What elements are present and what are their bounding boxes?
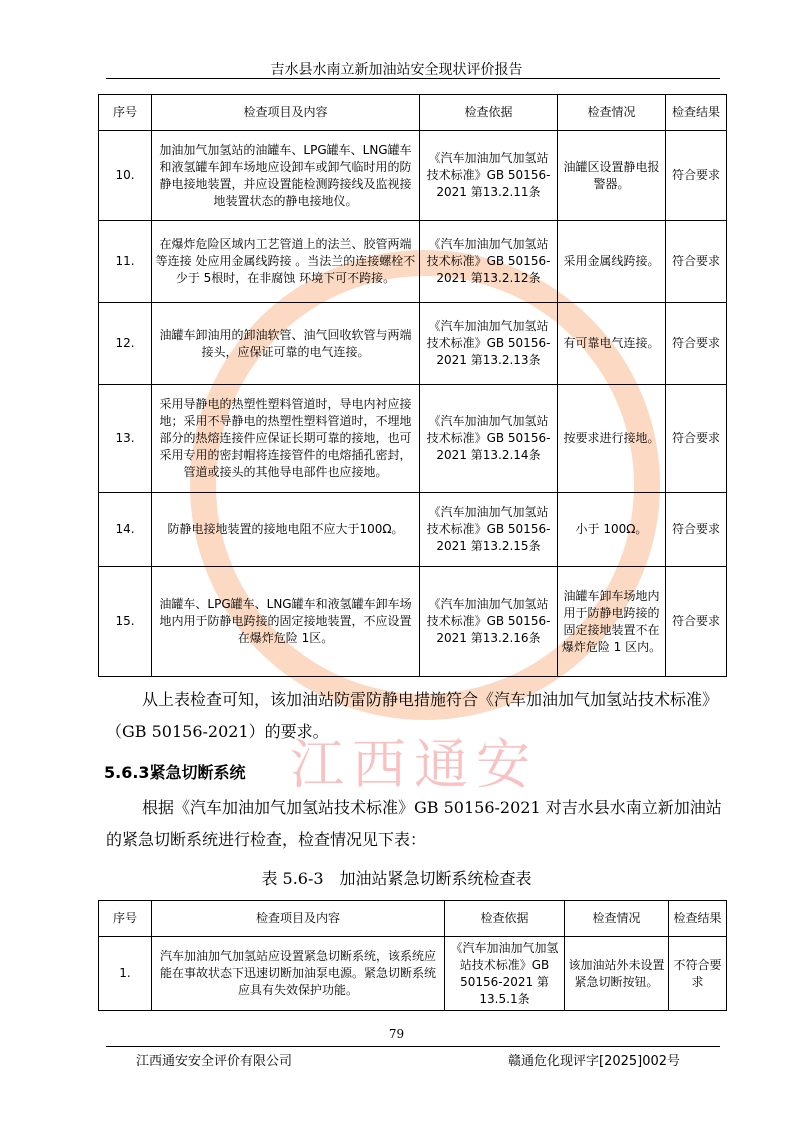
footer-company: 江西通安安全评价有限公司 <box>136 1054 293 1069</box>
row-result: 符合要求 <box>666 221 727 303</box>
row-result: 不符合要求 <box>669 937 727 1011</box>
row-result: 符合要求 <box>666 567 727 677</box>
row-no: 15. <box>99 567 152 677</box>
row-situation: 小于 100Ω。 <box>558 493 666 567</box>
footer-report-number: 赣通危化现评字[2025]002号 <box>508 1054 681 1069</box>
header-basis: 检查依据 <box>445 901 565 937</box>
header-result: 检查结果 <box>669 901 727 937</box>
table-header-row <box>99 95 727 131</box>
row-situation: 按要求进行接地。 <box>558 385 666 493</box>
row-situation: 该加油站外未设置紧急切断按钮。 <box>565 937 669 1011</box>
section-heading: 5.6.3紧急切断系统 <box>104 763 246 782</box>
table-row <box>99 131 727 221</box>
row-content: 在爆炸危险区域内工艺管道上的法兰、胶管两端等连接 处应用金属线跨接 。当法兰的连接螺栓不少于 5根时，在非腐蚀 环境下可不跨接。 <box>152 221 420 303</box>
header-no: 序号 <box>99 95 152 131</box>
row-no: 13. <box>99 385 152 493</box>
row-basis: 《汽车加油加气加氢站技术标准》GB 50156-2021 第13.5.1条 <box>445 937 565 1011</box>
table-row <box>99 221 727 303</box>
header-no: 序号 <box>99 901 152 937</box>
row-no: 11. <box>99 221 152 303</box>
table-row <box>99 937 727 1011</box>
row-situation: 油罐区设置静电报警器。 <box>558 131 666 221</box>
row-no: 1. <box>99 937 152 1011</box>
intro-paragraph: 根据《汽车加油加气加氢站技术标准》GB 50156-2021 对吉水县水南立新加油站的紧急切断系统进行检查，检查情况见下表： <box>106 798 722 849</box>
row-content: 采用导静电的热塑性塑料管道时，导电内衬应接地；采用不导静电的热塑性塑料管道时，不埋地部分的热熔连接件应保证长期可靠的接地，也可采用专用的密封帽将连接管件的电熔插孔密封，管道或接头的其他导电部件也应接地。 <box>152 385 420 493</box>
row-content: 油罐车、LPG罐车、LNG罐车和液氢罐车卸车场地内用于防静电跨接的固定接地装置，不应设置在爆炸危险 1区。 <box>152 567 420 677</box>
header-content: 检查项目及内容 <box>152 901 445 937</box>
table-header-row <box>99 901 727 937</box>
header-divider <box>106 78 720 79</box>
table-caption: 表 5.6-3 加油站紧急切断系统检查表 <box>261 869 532 888</box>
row-content: 汽车加油加气加氢站应设置紧急切断系统，该系统应能在事故状态下迅速切断加油泵电源。紧急切断系统应具有失效保护功能。 <box>152 937 445 1011</box>
header-result: 检查结果 <box>666 95 727 131</box>
row-situation: 采用金属线跨接。 <box>558 221 666 303</box>
row-content: 油罐车卸油用的卸油软管、油气回收软管与两端接头，应保证可靠的电气连接。 <box>152 303 420 385</box>
table-row <box>99 567 727 677</box>
row-basis: 《汽车加油加气加氢站技术标准》GB 50156-2021 第13.2.14条 <box>420 385 558 493</box>
row-result: 符合要求 <box>666 385 727 493</box>
header-situation: 检查情况 <box>565 901 669 937</box>
table-row <box>99 303 727 385</box>
row-basis: 《汽车加油加气加氢站技术标准》GB 50156-2021 第13.2.12条 <box>420 221 558 303</box>
row-content: 加油加气加氢站的油罐车、LPG罐车、LNG罐车和液氢罐车卸车场地应设卸车或卸气临时用的防静电接地装置，并应设置能检测跨接线及监视接地装置状态的静电接地仪。 <box>152 131 420 221</box>
row-result: 符合要求 <box>666 493 727 567</box>
row-basis: 《汽车加油加气加氢站技术标准》GB 50156-2021 第13.2.15条 <box>420 493 558 567</box>
row-basis: 《汽车加油加气加氢站技术标准》GB 50156-2021 第13.2.13条 <box>420 303 558 385</box>
row-no: 14. <box>99 493 152 567</box>
row-content: 防静电接地装置的接地电阻不应大于100Ω。 <box>152 493 420 567</box>
lightning-static-check-table <box>98 94 727 677</box>
page-number: 79 <box>388 1027 405 1041</box>
row-situation: 有可靠电气连接。 <box>558 303 666 385</box>
row-no: 10. <box>99 131 152 221</box>
row-result: 符合要求 <box>666 131 727 221</box>
row-result: 符合要求 <box>666 303 727 385</box>
watermark-text: 江西通安 <box>290 733 538 796</box>
row-situation: 油罐车卸车场地内用于防静电跨接的固定接地装置不在爆炸危险 1 区内。 <box>558 567 666 677</box>
row-no: 12. <box>99 303 152 385</box>
table-row <box>99 493 727 567</box>
table-row <box>99 385 727 493</box>
conclusion-paragraph: 从上表检查可知，该加油站防雷防静电措施符合《汽车加油加气加氢站技术标准》（GB 50156-2021）的要求。 <box>106 690 719 741</box>
row-basis: 《汽车加油加气加氢站技术标准》GB 50156-2021 第13.2.16条 <box>420 567 558 677</box>
page-header-title: 吉水县水南立新加油站安全现状评价报告 <box>270 62 523 78</box>
header-situation: 检查情况 <box>558 95 666 131</box>
emergency-shutdown-check-table <box>98 900 727 1011</box>
header-basis: 检查依据 <box>420 95 558 131</box>
footer-divider <box>106 1046 720 1047</box>
header-content: 检查项目及内容 <box>152 95 420 131</box>
row-basis: 《汽车加油加气加氢站技术标准》GB 50156-2021 第13.2.11条 <box>420 131 558 221</box>
